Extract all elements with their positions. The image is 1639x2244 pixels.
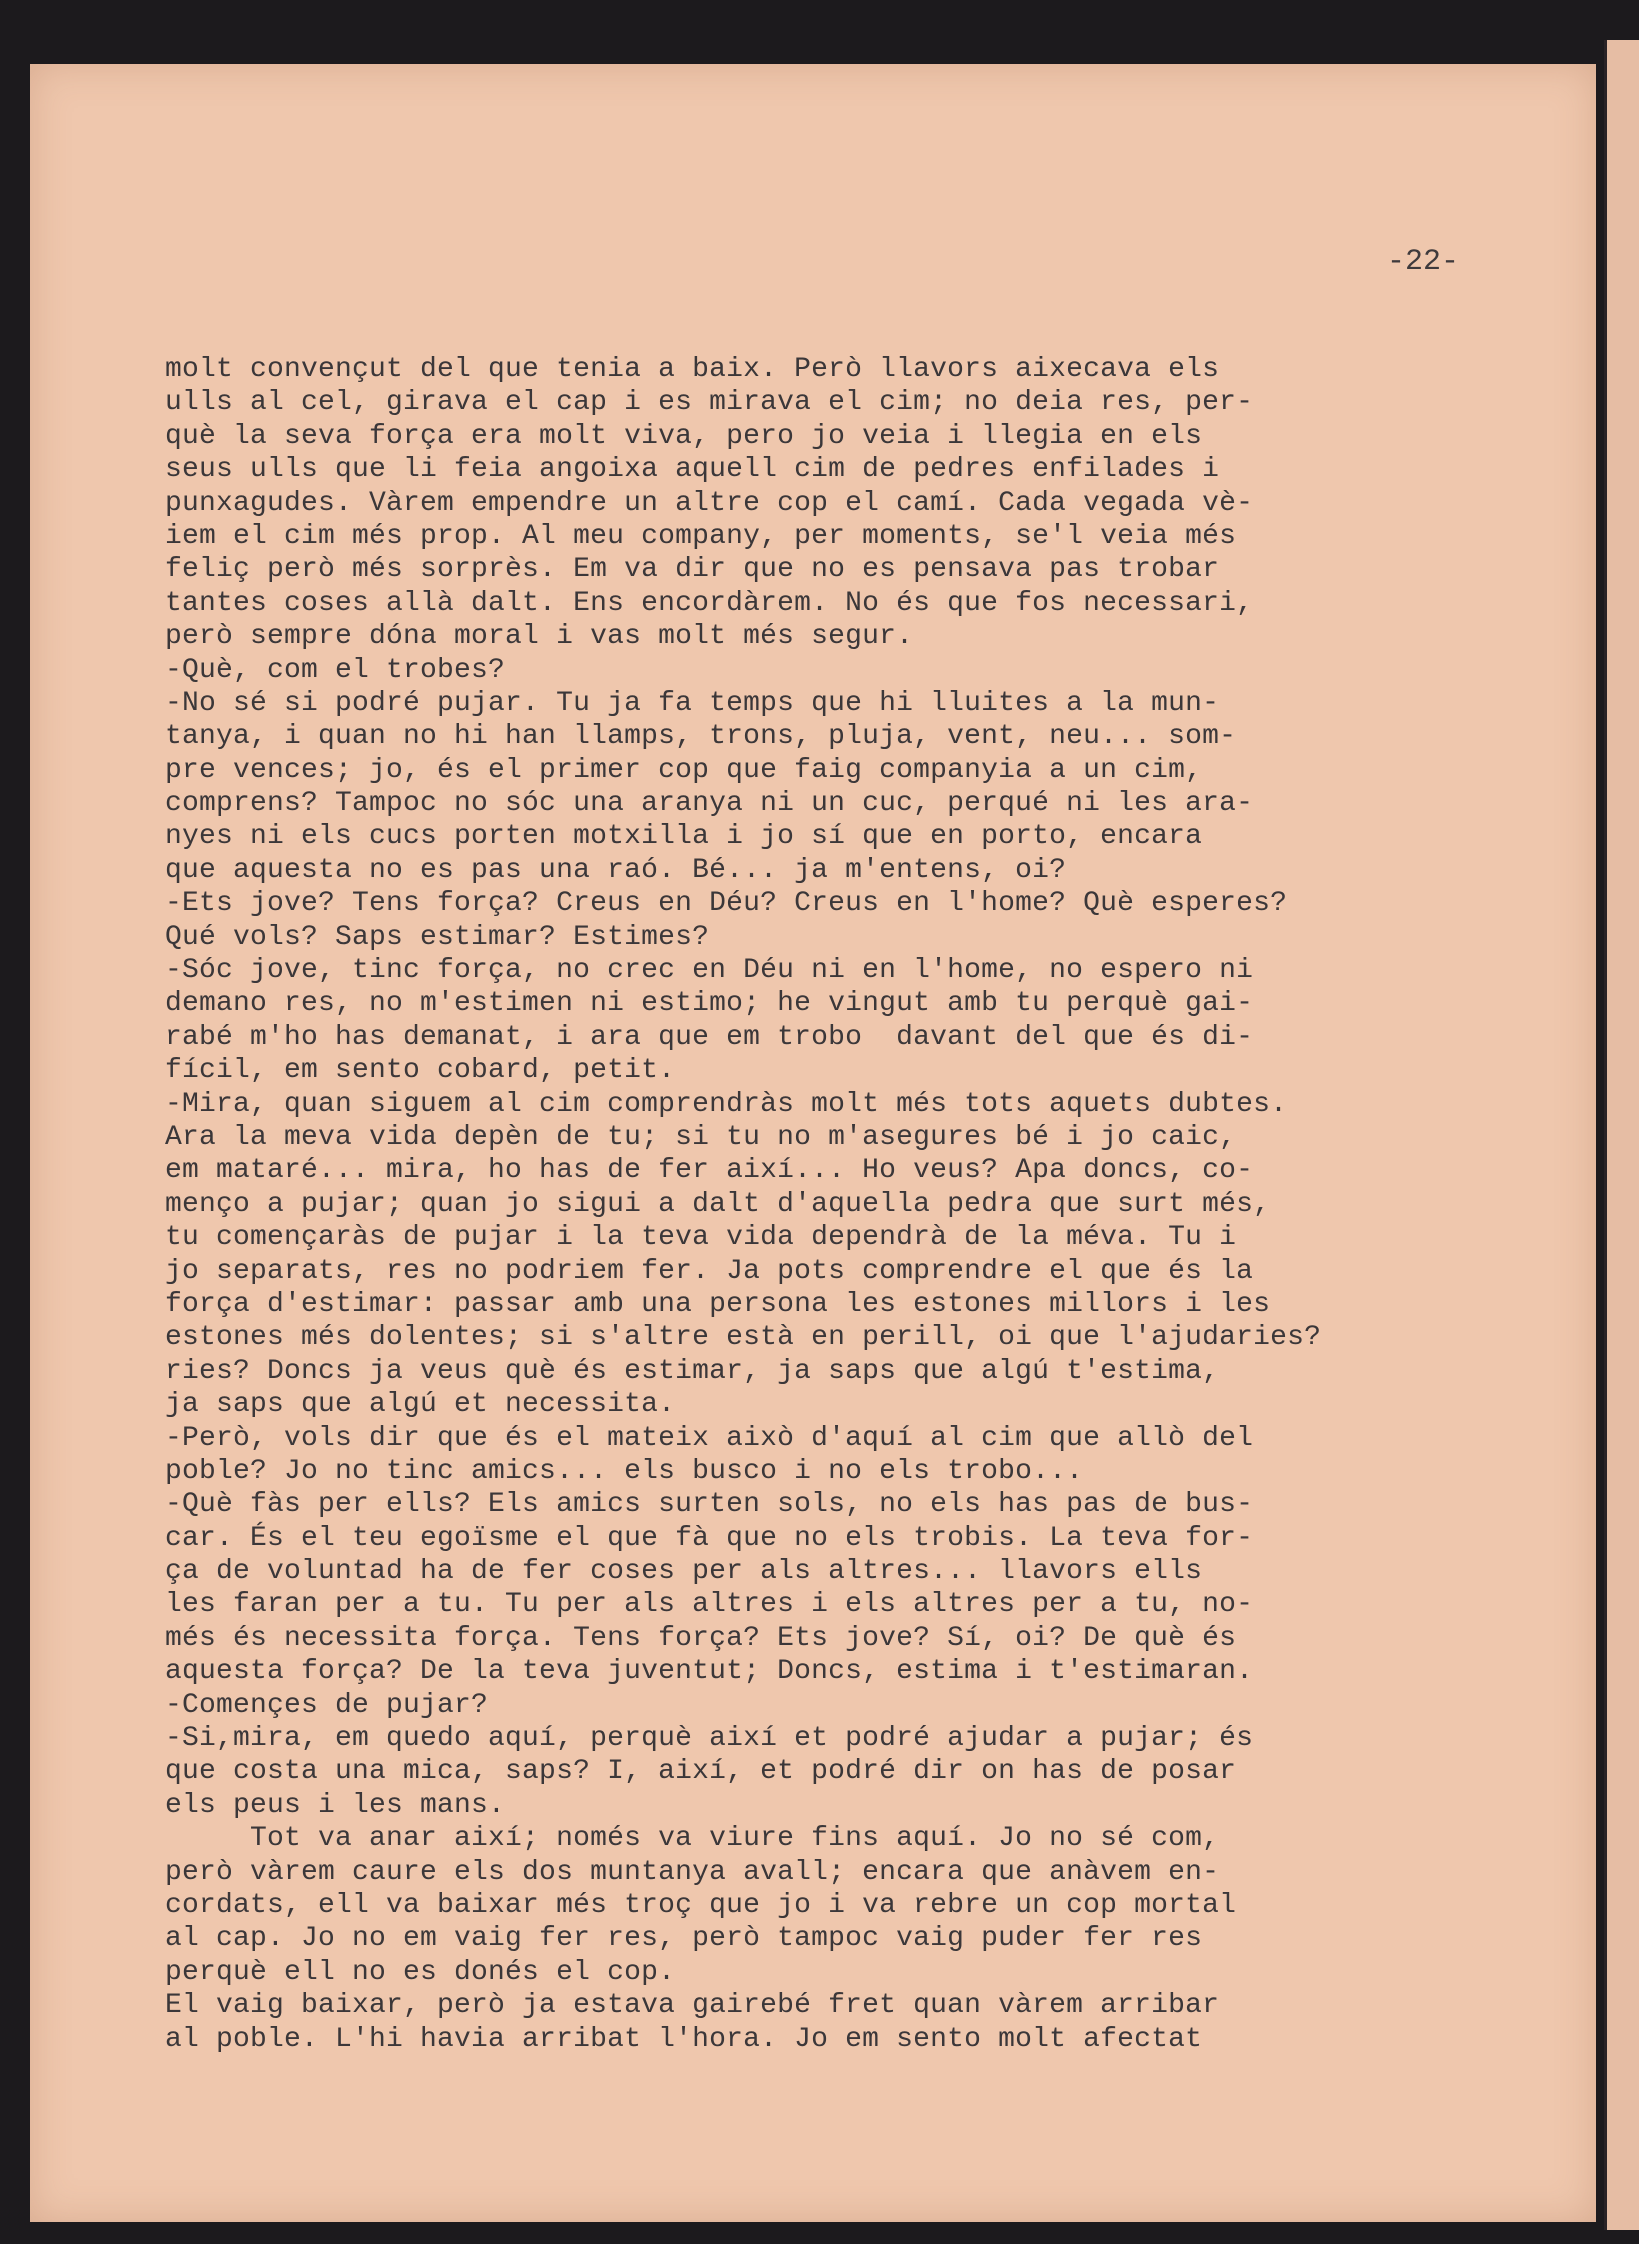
text-line: força d'estimar: passar amb una persona les estones millors i les: [165, 1288, 1271, 1320]
text-line: car. És el teu egoïsme el que fà que no els trobis. La teva for-: [165, 1522, 1254, 1554]
text-line: Qué vols? Saps estimar? Estimes?: [165, 921, 710, 953]
text-line: poble? Jo no tinc amics... els busco i no els trobo...: [165, 1455, 1084, 1487]
text-line: rabé m'ho has demanat, i ara que em trobo davant del que és di-: [165, 1021, 1254, 1053]
text-line: ja saps que algú et necessita.: [165, 1389, 676, 1421]
text-line: que costa una mica, saps? I, així, et podré dir on has de posar: [165, 1756, 1237, 1788]
text-line: demano res, no m'estimen ni estimo; he vingut amb tu perquè gai-: [165, 988, 1254, 1020]
next-page-edge: [1604, 40, 1639, 2230]
text-line: però sempre dóna moral i vas molt més segur.: [165, 621, 914, 653]
text-line: feliç però més sorprès. Em va dir que no es pensava pas trobar: [165, 554, 1220, 586]
text-line: aquesta força? De la teva juventut; Doncs, estima i t'estimaran.: [165, 1656, 1254, 1688]
typewritten-body: [165, 353, 1495, 2056]
text-line: El vaig baixar, però ja estava gairebé fret quan vàrem arribar: [165, 1990, 1220, 2022]
text-line: tu començaràs de pujar i la teva vida dependrà de la méva. Tu i: [165, 1222, 1237, 1254]
text-line: al poble. L'hi havia arribat l'hora. Jo em sento molt afectat: [165, 2023, 1203, 2055]
page-number: -22-: [1386, 245, 1459, 279]
text-line: les faran per a tu. Tu per als altres i els altres per a tu, no-: [165, 1589, 1254, 1621]
text-line: fícil, em sento cobard, petit.: [165, 1055, 676, 1087]
text-line: nyes ni els cucs porten motxilla i jo sí que en porto, encara: [165, 821, 1203, 853]
text-line: -Què fàs per ells? Els amics surten sols, no els has pas de bus-: [165, 1489, 1254, 1521]
text-line: -Començes de pujar?: [165, 1689, 489, 1721]
text-line: al cap. Jo no em vaig fer res, però tampoc vaig puder fer res: [165, 1923, 1203, 1955]
text-line: jo separats, res no podriem fer. Ja pots comprendre el que és la: [165, 1255, 1254, 1287]
text-line: més és necessita força. Tens força? Ets jove? Sí, oi? De què és: [165, 1622, 1237, 1654]
text-line: ulls al cel, girava el cap i es mirava el cim; no deia res, per-: [165, 387, 1254, 419]
text-line: tanya, i quan no hi han llamps, trons, pluja, vent, neu... som-: [165, 721, 1237, 753]
text-line: -Però, vols dir que és el mateix això d'aquí al cim que allò del: [165, 1422, 1254, 1454]
text-line: els peus i les mans.: [165, 1789, 506, 1821]
text-line: iem el cim més prop. Al meu company, per moments, se'l veia més: [165, 520, 1237, 552]
text-line: Ara la meva vida depèn de tu; si tu no m'asegures bé i jo caic,: [165, 1121, 1237, 1153]
text-line: -Què, com el trobes?: [165, 654, 506, 686]
text-line: pre vences; jo, és el primer cop que faig companyia a un cim,: [165, 754, 1203, 786]
text-line: perquè ell no es donés el cop.: [165, 1956, 676, 1988]
text-line: tantes coses allà dalt. Ens encordàrem. No és que fos necessari,: [165, 587, 1254, 619]
text-line: estones més dolentes; si s'altre està en perill, oi que l'ajudaries?: [165, 1322, 1322, 1354]
text-line: comprens? Tampoc no sóc una aranya ni un cuc, perqué ni les ara-: [165, 788, 1254, 820]
text-line: punxagudes. Vàrem empendre un altre cop el camí. Cada vegada vè-: [165, 487, 1254, 519]
text-line: Tot va anar així; només va viure fins aquí. Jo no sé com,: [165, 1823, 1220, 1855]
text-line: cordats, ell va baixar més troç que jo i va rebre un cop mortal: [165, 1889, 1237, 1921]
text-line: que aquesta no es pas una raó. Bé... ja m'entens, oi?: [165, 854, 1067, 886]
text-line: -Sóc jove, tinc força, no crec en Déu ni en l'home, no espero ni: [165, 955, 1254, 987]
text-line: ries? Doncs ja veus què és estimar, ja saps que algú t'estima,: [165, 1355, 1220, 1387]
text-line: -Mira, quan siguem al cim comprendràs molt més tots aquets dubtes.: [165, 1088, 1288, 1120]
text-line: -No sé si podré pujar. Tu ja fa temps que hi lluites a la mun-: [165, 687, 1220, 719]
text-line: ça de voluntad ha de fer coses per als altres... llavors ells: [165, 1556, 1203, 1588]
text-line: seus ulls que li feia angoixa aquell cim de pedres enfilades i: [165, 454, 1220, 486]
text-line: -Ets jove? Tens força? Creus en Déu? Creus en l'home? Què esperes?: [165, 888, 1288, 920]
text-line: -Si,mira, em quedo aquí, perquè així et podré ajudar a pujar; és: [165, 1723, 1254, 1755]
text-line: però vàrem caure els dos muntanya avall; encara que anàvem en-: [165, 1856, 1220, 1888]
text-line: molt convençut del que tenia a baix. Però llavors aixecava els: [165, 354, 1220, 385]
text-line: em mataré... mira, ho has de fer així... Ho veus? Apa doncs, co-: [165, 1155, 1254, 1187]
text-line: què la seva força era molt viva, pero jo veia i llegia en els: [165, 420, 1203, 452]
text-line: menço a pujar; quan jo sigui a dalt d'aquella pedra que surt més,: [165, 1188, 1271, 1220]
